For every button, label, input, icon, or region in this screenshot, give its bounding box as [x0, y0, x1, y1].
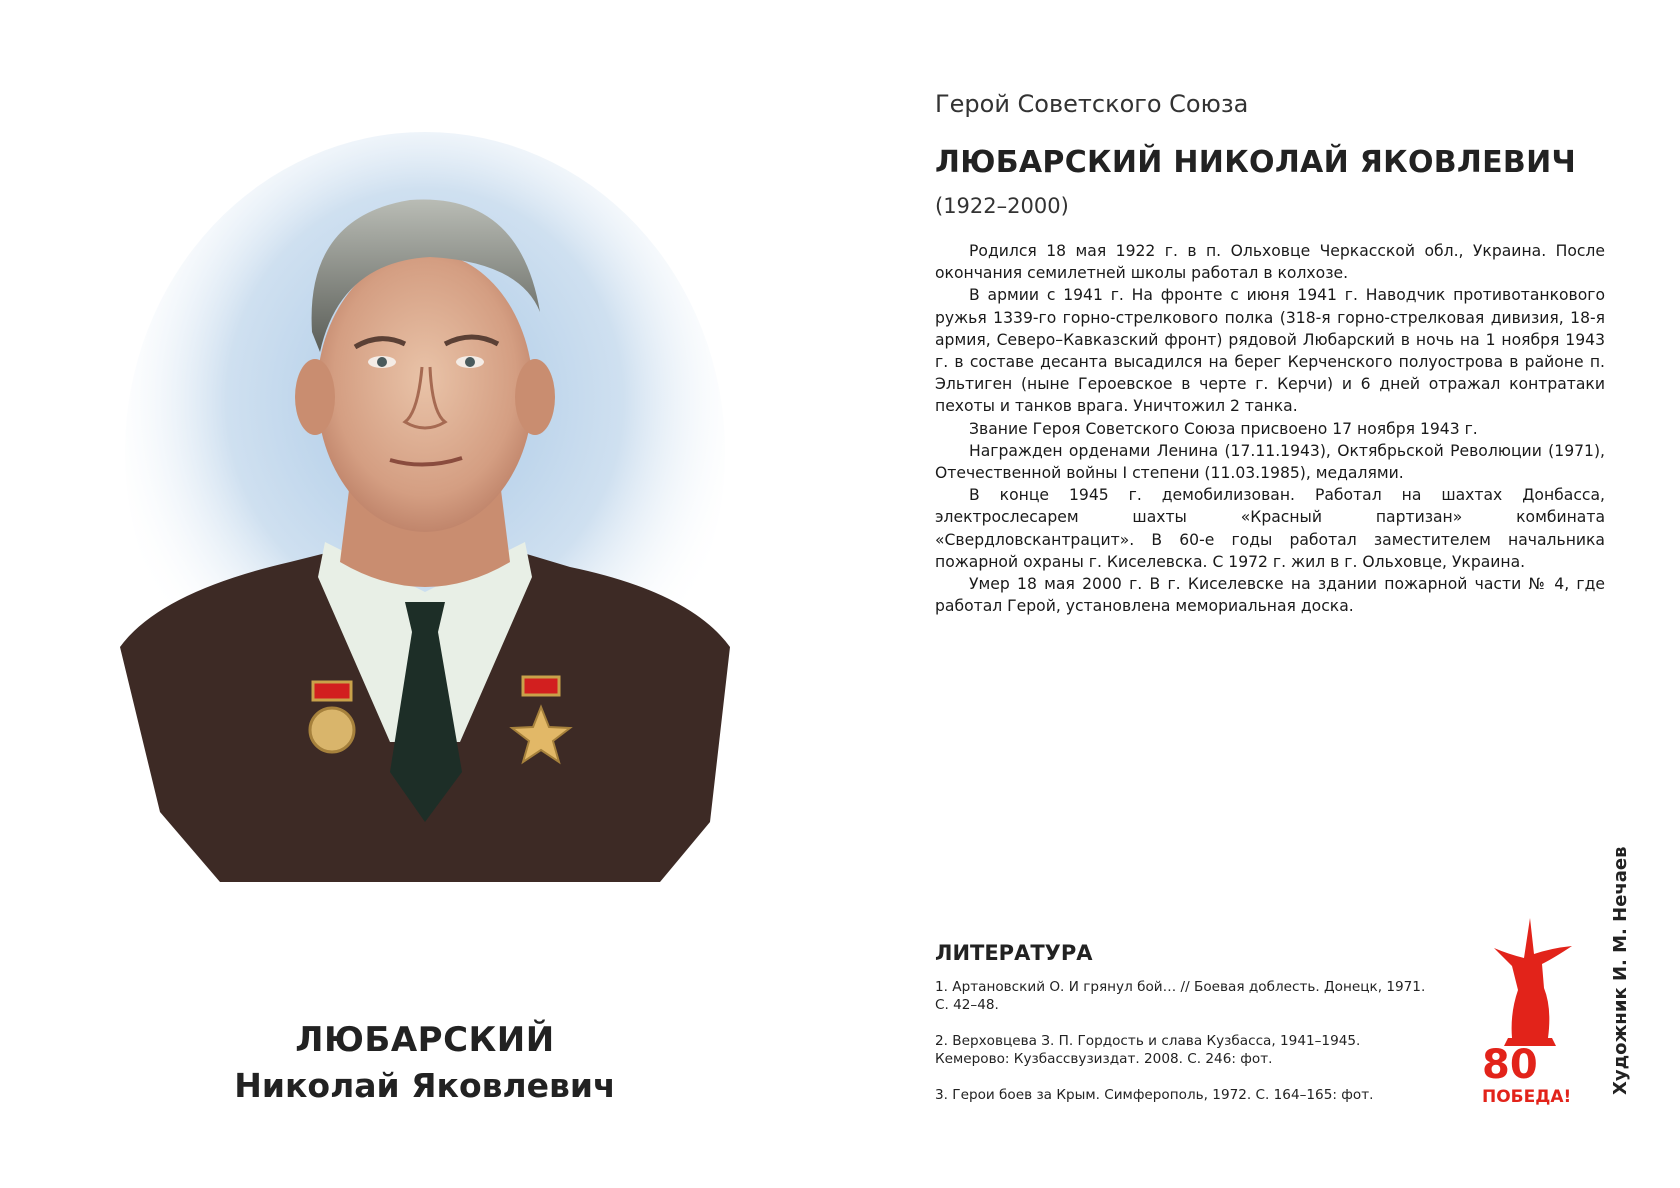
literature-item: 1. Артановский О. И грянул бой… // Боевая доблесть. Донецк, 1971. С. 42–48.: [935, 979, 1426, 1013]
hero-title: Герой Советского Союза: [935, 90, 1249, 118]
portrait-painting: [100, 122, 750, 932]
motherland-statue-icon: [1494, 918, 1572, 1038]
biography-paragraph: В конце 1945 г. демобилизован. Работал на шахтах Донбасса, электрослесарем шахты «Красный партизан» комбината «Свердловскантрацит». В 60-е годы работал заместителем начальника пожарной охраны г. Киселевска. С 1972 г. жил в г. Ольховце, Украина.: [935, 486, 1605, 571]
literature-heading: ЛИТЕРАТУРА: [935, 941, 1093, 965]
biography-text: [935, 240, 1605, 617]
literature-item: 3. Герои боев за Крым. Симферополь, 1972. С. 164–165: фот.: [935, 1087, 1374, 1103]
hero-full-name: ЛЮБАРСКИЙ НИКОЛАЙ ЯКОВЛЕВИЧ: [935, 145, 1577, 180]
face: [317, 252, 533, 532]
biography-paragraph: В армии с 1941 г. На фронте с июня 1941 г. Наводчик противотанкового ружья 1339-го горно-стрелкового полка (318-я горно-стрелковая дивизия, 18-я армия, Северо–Кавказский фронт) рядовой Любарский в ночь на 1 ноября 1943 г. в составе десанта высадился на берег Керченского полуострова в районе п. Эльтиген (ныне Героевское в черте г. Керчи) и 6 дней отражал контратаки пехоты и танков врага. Уничтожил 2 танка.: [935, 286, 1605, 416]
logo-text: ПОБЕДА!: [1482, 1087, 1572, 1106]
portrait-caption-given-name: Николай Яковлевич: [234, 1066, 616, 1105]
portrait-caption-surname: ЛЮБАРСКИЙ: [295, 1020, 555, 1060]
biography-paragraph: Награжден орденами Ленина (17.11.1943), Октябрьской Революции (1971), Отечественной войны I степени (11.03.1985), медалями.: [935, 441, 1605, 483]
literature-item: 2. Верховцева З. П. Гордость и слава Кузбасса, 1941–1945. Кемерово: Кузбассвузиздат. 2008. С. 246: фот.: [935, 1033, 1361, 1067]
logo-number: 80: [1482, 1042, 1538, 1088]
life-years: (1922–2000): [935, 194, 1069, 218]
artist-credit: Художник И. М. Нечаев: [1610, 846, 1631, 1095]
biography-paragraph: Звание Героя Советского Союза присвоено 17 ноября 1943 г.: [969, 419, 1478, 438]
victory-80-logo: [1482, 918, 1578, 1106]
biography-paragraph: Умер 18 мая 2000 г. В г. Киселевске на здании пожарной части № 4, где работал Герой, установлена мемориальная доска.: [935, 575, 1605, 616]
biography-paragraph: Родился 18 мая 1922 г. в п. Ольховце Черкасской обл., Украина. После окончания семилетней школы работал в колхозе.: [935, 242, 1605, 283]
order-of-lenin-medal: [310, 682, 354, 752]
